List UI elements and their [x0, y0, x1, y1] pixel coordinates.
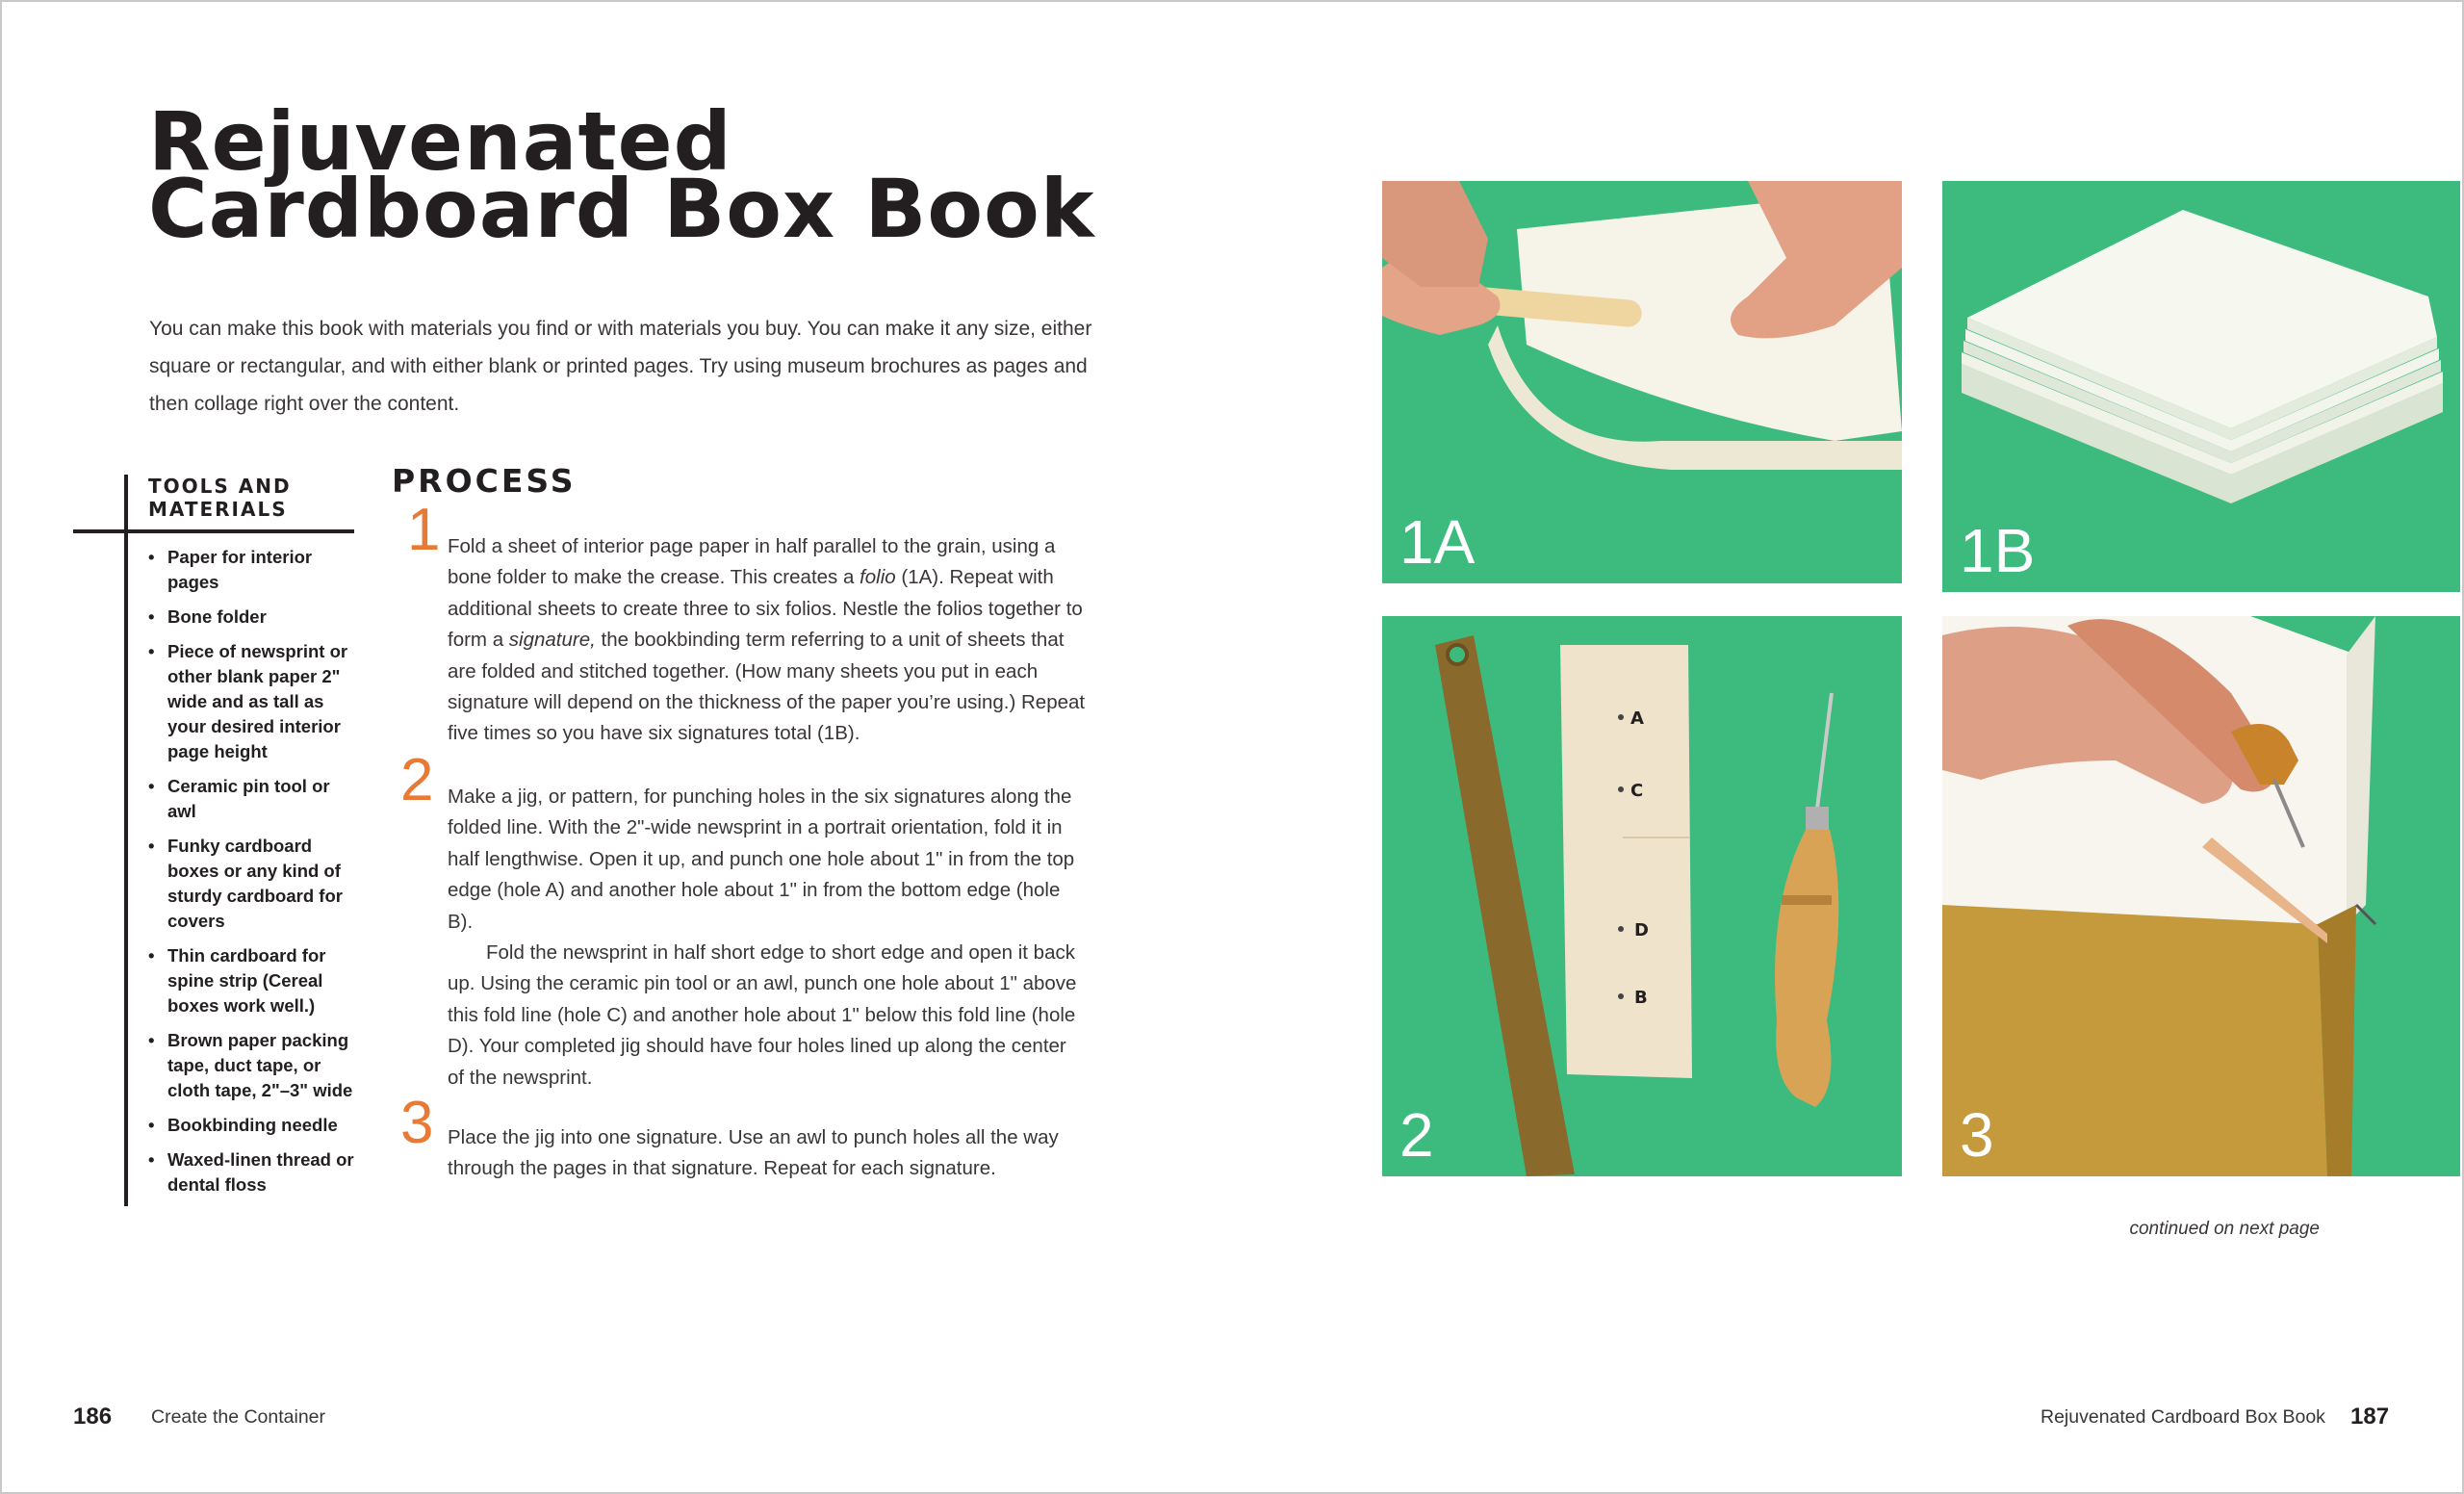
tools-horizontal-rule — [73, 529, 354, 533]
step-number-1: 1 — [407, 497, 441, 563]
tools-item: • Paper for interior pages — [148, 545, 354, 595]
step-number-3: 3 — [400, 1090, 434, 1156]
tools-item: • Funky cardboard boxes or any kind of sturdy cardboard for covers — [148, 834, 354, 934]
left-running-head: Create the Container — [151, 1406, 326, 1428]
term-folio: folio — [860, 566, 896, 589]
photo-1b — [1942, 181, 2460, 592]
tools-item: • Piece of newsprint or other blank paper 2" wide and as tall as your desired interior page height — [148, 639, 354, 764]
tools-item: • Bookbinding needle — [148, 1113, 354, 1138]
page-title — [148, 94, 1095, 256]
right-page-number: 187 — [2350, 1404, 2390, 1430]
photo-1b-label: 1B — [1960, 516, 2036, 585]
step-number-2: 2 — [400, 747, 434, 813]
jig-hole-d: D — [1634, 920, 1649, 940]
process-heading: PROCESS — [392, 462, 577, 500]
tools-item: • Bone folder — [148, 605, 354, 630]
step-1-paragraph: Fold a sheet of interior page paper in half parallel to the grain, using a bone folder to make the crease. This creates a folio (1A). Repeat with additional sheets to create three to six folios. Nestle the folios together to form a signature, the bookbinding term referring to a unit of sheets that are folded and stitched together. (How many sheets you put in each signature will depend on the thickness of the paper you’re using.) Repeat five times so you have six signatures total (1B). — [448, 535, 1086, 745]
jig-hole-b: B — [1634, 988, 1648, 1008]
tools-heading: TOOLS AND MATERIALS — [148, 475, 292, 521]
step-3-paragraph: Place the jig into one signature. Use an awl to punch holes all the way through the pages in that signature. Repeat for each signature. — [448, 1126, 1059, 1180]
continued-note: continued on next page — [2129, 1219, 2320, 1239]
title-line-1: Rejuvenated — [148, 94, 732, 189]
photo-2 — [1382, 616, 1902, 1176]
tools-item: • Ceramic pin tool or awl — [148, 774, 354, 824]
intro-paragraph: You can make this book with materials you find or with materials you buy. You can make it any size, either square or rectangular, and with either blank or printed pages. Try using museum brochures as pages and then collage right over the content. — [149, 318, 1092, 415]
photo-3-label: 3 — [1960, 1100, 1994, 1170]
step-3-text — [448, 1122, 1088, 1185]
tools-item: • Thin cardboard for spine strip (Cereal boxes work well.) — [148, 943, 354, 1018]
photo-2-label: 2 — [1399, 1100, 1434, 1170]
step-2-text — [448, 782, 1088, 1094]
tools-item: • Waxed-linen thread or dental floss — [148, 1147, 354, 1198]
tools-list — [148, 545, 354, 1207]
photo-3 — [1942, 616, 2460, 1176]
punching-holes-illustration — [1942, 616, 2460, 1176]
tools-item: • Brown paper packing tape, duct tape, or cloth tape, 2"–3" wide — [148, 1028, 354, 1103]
step-2-paragraph-1: Make a jig, or pattern, for punching holes in the six signatures along the folded line. With the 2"-wide newsprint in a portrait orientation, fold it in half lengthwise. Open it up, and punch one hole about 1" in from the top edge (hole A) and another hole about 1" in from the bottom edge (hole B). — [448, 786, 1075, 933]
step-2-paragraph-2: Fold the newsprint in half short edge to short edge and open it back up. Using the ceramic pin tool or an awl, punch one hole about 1" above this fold line (hole C) and another hole about 1" below this fold line (hole D). Your completed jig should have four holes lined up along the center of the newsprint. — [448, 941, 1077, 1089]
title-line-2: Cardboard Box Book — [148, 162, 1095, 256]
step-1-text — [448, 531, 1088, 750]
photo-1a-label: 1A — [1399, 507, 1476, 577]
jig-hole-a: A — [1630, 708, 1644, 729]
left-page-number: 186 — [73, 1404, 113, 1430]
right-running-head: Rejuvenated Cardboard Box Book — [2040, 1406, 2325, 1428]
jig-tools-illustration — [1382, 616, 1902, 1176]
tools-vertical-rule — [124, 475, 128, 1206]
jig-hole-c: C — [1630, 781, 1644, 801]
term-signature: signature, — [508, 629, 596, 652]
photo-1a — [1382, 181, 1902, 583]
